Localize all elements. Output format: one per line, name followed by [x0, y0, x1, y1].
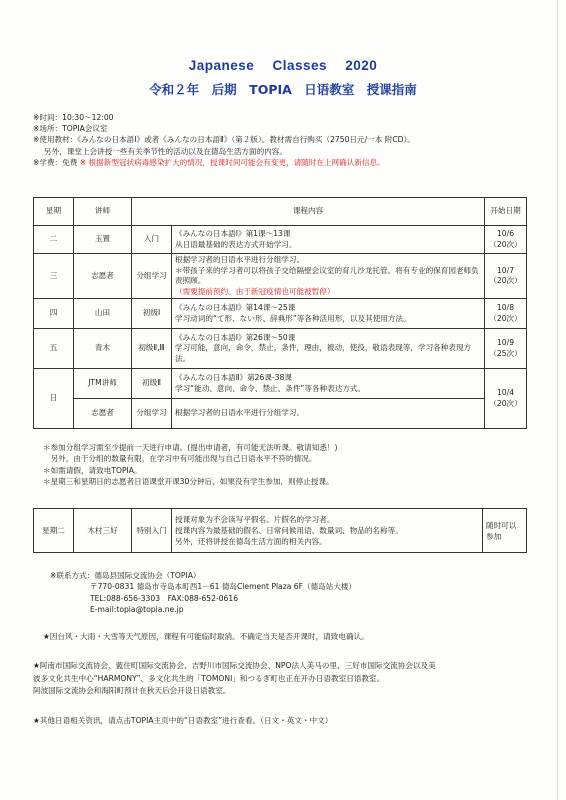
content-line: 根据学习者的日语水平进行分组学习。 [175, 408, 305, 418]
row-level: 初级Ⅱ,Ⅲ [132, 329, 172, 369]
start-date: 10/9 [496, 338, 515, 347]
session-count: （20次） [489, 239, 522, 249]
row-content [172, 399, 485, 429]
header-start: 开始日期 [485, 198, 527, 226]
extra-teacher: 木村三好 [74, 509, 132, 553]
row-weekday: 日 [34, 369, 74, 429]
extra-weekday: 星期二 [34, 509, 74, 553]
note-item: 另外，由于分组的数量有限，在学习中有可能出现与自己日语水平不符的情况。 [43, 454, 317, 464]
row-start [485, 369, 527, 429]
row-content [172, 299, 485, 329]
contact-phone: TEL:088-656-3303 FAX:088-652-0616 [90, 593, 239, 603]
other-orgs-line: 波多文化共生中心“HARMONY”、多文化共生的「TOMONI」和つるぎ町也正在开办日语教室日语教室。 [33, 673, 385, 683]
table-header-row [34, 198, 527, 226]
other-orgs-line: 阿波国际交流协会和海阳町预计在秋天后会开设日语教室。 [33, 686, 231, 695]
info-materials-note: 另外，课堂上会讲授一些有关季节性的活动以及在德岛生活方面的内容。 [44, 146, 287, 156]
row-start [485, 254, 527, 299]
row-start [485, 299, 527, 329]
header-teacher: 讲师 [74, 198, 132, 226]
table-row [34, 226, 527, 254]
extra-level: 特别入门 [132, 509, 172, 553]
row-weekday: 四 [34, 299, 74, 329]
content-line: 《みんなの日本語Ⅰ》第26课～50课 [175, 332, 296, 342]
content-line: 授课内容为最基础的假名、日常问候用语、数量词、物品的名称等。 [175, 526, 403, 535]
start-date: 10/6 [496, 229, 515, 238]
row-start [485, 226, 527, 254]
start-date: 10/7 [496, 265, 515, 275]
content-line: 《みんなの日本語Ⅱ》第26课-38课 [175, 373, 292, 382]
info-fee-line [33, 157, 553, 168]
info-materials: ※使用教材：《みんなの日本語Ⅰ》或者《みんなの日本語Ⅱ》（第２版）。教材需自行购买（2750日元/一本 附CD）。 [33, 135, 415, 145]
other-orgs-line: ★阿南市国际交流协会、藍住町国际交流协会、吉野川市国际交流协会、NPO法人美马の里、三好市国际交流协会以及美 [33, 661, 436, 670]
content-warning: （需要提前预约。由于新冠疫情也可能被暂停） [175, 286, 335, 296]
session-count: （20次） [489, 313, 522, 323]
row-level: 初级Ⅱ [132, 369, 172, 399]
info-fee-warning: ※ 根据新型冠状病毒感染扩大的情况，授课时间可能会有变更，请随时在上网确认新信息。 [79, 157, 385, 167]
row-teacher: 山田 [74, 299, 132, 329]
info-fee: ※学费：免费 [33, 157, 78, 167]
row-level: 初级Ⅰ [132, 299, 172, 329]
row-content [172, 226, 485, 254]
content-line: 学习可能，意向，命令，禁止，条件，理由，被动，使役，敬语表现等，学习各种表现方法。 [175, 343, 472, 363]
header-weekday: 星期 [34, 198, 74, 226]
start-date: 10/8 [496, 303, 515, 312]
content-line: 《みんなの日本語Ⅰ》第1课～13课 [175, 229, 291, 238]
info-place: ※场所：TOPIA会议室 [33, 124, 108, 134]
info-block [33, 112, 553, 168]
row-teacher: 志愿者 [74, 254, 132, 299]
table-row [34, 369, 527, 399]
content-line: 另外，还将讲授在德岛生活方面的相关内容。 [175, 537, 327, 546]
page-edge [557, 0, 558, 800]
more-info-notice: ★其他日语相关资讯，请点击TOPIA主页中的“日语教室”进行查看。（日文・英文・中文） [33, 716, 333, 725]
note-item: ＊如需请假，请致电TOPIA。 [43, 465, 142, 475]
content-line: 学习动词的“て形、ない形、辞典形”等各种活用形，以及其使用方法。 [175, 313, 411, 323]
content-line: 学习“能动、意向、命令、禁止、条件”等各种表达方式。 [175, 383, 366, 393]
row-content [172, 254, 485, 299]
start-date: 10/4 [496, 388, 515, 397]
row-teacher: 玉置 [74, 226, 132, 254]
table-row [34, 509, 527, 553]
weather-notice: ★因台风・大雨・大雪等天气原因，课程有可能临时取消。不确定当天是否开课时，请致电确认。 [43, 632, 369, 641]
row-teacher: 志愿者 [74, 399, 132, 429]
special-class-table [33, 508, 527, 553]
extra-content [172, 509, 483, 553]
info-time: ※时间：10:30～12:00 [33, 113, 114, 122]
other-classes-block [33, 660, 533, 698]
contact-block [50, 570, 356, 615]
row-teacher: JTM讲师 [74, 369, 132, 399]
session-count: （20次） [489, 276, 522, 285]
table-row [34, 399, 527, 429]
row-weekday: 五 [34, 329, 74, 369]
note-item: ＊参加分组学习需至少提前一天进行申请。(提出申请者，有可能无法听课。敬请知悉！) [43, 443, 338, 452]
row-teacher: 青木 [74, 329, 132, 369]
row-level: 分组学习 [132, 254, 172, 299]
header-content: 课程内容 [132, 198, 485, 226]
content-line: 授课对象为不会读写平假名、片假名的学习者。 [175, 515, 335, 524]
contact-address: 〒770-0831 德岛市寺岛本町西1－61 德岛Clement Plaza 6F（德岛站大楼） [90, 582, 357, 592]
title-english: Japanese Classes 2020 [188, 58, 378, 73]
row-content [172, 329, 485, 369]
content-line: 根据学习者的日语水平进行分组学习。 [175, 255, 305, 264]
notes-block [43, 442, 543, 487]
table-row [34, 299, 527, 329]
note-item: ＊星期三和星期日的志愿者日语课堂开课30分钟后，如果没有学生参加，则停止授课。 [43, 476, 334, 486]
extra-join: 随时可以参加 [483, 509, 527, 553]
row-weekday: 三 [34, 254, 74, 299]
contact-label: ※联系方式：德岛县国际交流协会（TOPIA） [50, 571, 201, 580]
contact-email[interactable]: E-mail:topia@topia.ne.jp [90, 604, 184, 614]
table-row [34, 254, 527, 299]
row-content [172, 369, 485, 399]
row-start [485, 329, 527, 369]
table-row [34, 329, 527, 369]
schedule-table [33, 197, 527, 429]
content-line: 《みんなの日本語Ⅰ》第14课～25课 [175, 303, 296, 312]
row-weekday: 二 [34, 226, 74, 254]
session-count: （20次） [489, 398, 522, 408]
title-chinese: 令和２年 后期 TOPIA 日语教室 授课指南 [149, 82, 417, 97]
row-level: 分组学习 [132, 399, 172, 429]
session-count: （25次） [489, 348, 522, 358]
content-line: ＊带孩子来的学习者可以将孩子交给隔壁会议室的育儿沙龙托管。将有专业的保育园老师负责照顾。 [175, 265, 479, 285]
row-level: 入门 [132, 226, 172, 254]
content-line: 从日语最基础的表达方式开始学习。 [175, 239, 297, 249]
